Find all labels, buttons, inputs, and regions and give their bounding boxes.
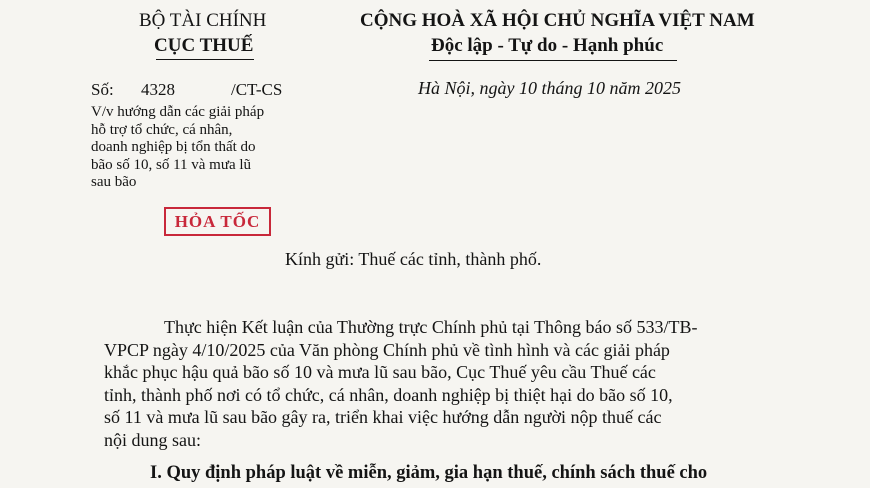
- national-motto: Độc lập - Tự do - Hạnh phúc: [431, 35, 664, 56]
- document-number-value: 4328: [141, 80, 175, 99]
- department-underline: [156, 59, 254, 60]
- subject-line: bão số 10, số 11 và mưa lũ: [91, 156, 252, 173]
- document-number-prefix: Số:: [91, 80, 114, 99]
- subject-line: V/v hướng dẫn các giải pháp: [91, 104, 265, 120]
- body-paragraph: [104, 316, 754, 451]
- document-subject: [91, 104, 306, 192]
- paragraph-line: khắc phục hậu quả bão số 10 và mưa lũ sau bão, Cục Thuế yêu cầu Thuế các: [104, 362, 656, 382]
- issue-date: Hà Nội, ngày 10 tháng 10 năm 2025: [418, 78, 681, 98]
- urgent-stamp: HỎA TỐC: [164, 207, 271, 236]
- paragraph-line: nội dung sau:: [104, 429, 201, 450]
- department-name: CỤC THUẾ: [154, 35, 254, 56]
- paragraph-line: tỉnh, thành phố nơi có tổ chức, cá nhân, doanh nghiệp bị thiệt hại do bão số 10,: [104, 384, 673, 405]
- document-number: [91, 80, 283, 100]
- recipient-line: Kính gửi: Thuế các tỉnh, thành phố.: [285, 249, 542, 269]
- paragraph-line: số 11 và mưa lũ sau bão gây ra, triển khai việc hướng dẫn người nộp thuế các: [104, 407, 662, 427]
- subject-line: sau bão: [91, 174, 137, 190]
- ministry-name: BỘ TÀI CHÍNH: [139, 10, 267, 31]
- national-title: CỘNG HOÀ XÃ HỘI CHỦ NGHĨA VIỆT NAM: [360, 10, 755, 31]
- section-heading: I. Quy định pháp luật về miễn, giảm, gia hạn thuế, chính sách thuế cho: [150, 463, 708, 483]
- paragraph-line: VPCP ngày 4/10/2025 của Văn phòng Chính phủ về tình hình và các giải pháp: [104, 339, 670, 360]
- motto-underline: [429, 60, 677, 61]
- paragraph-line: Thực hiện Kết luận của Thường trực Chính phủ tại Thông báo số 533/TB-: [164, 317, 698, 337]
- subject-line: doanh nghiệp bị tổn thất do: [91, 139, 256, 155]
- document-number-suffix: /CT-CS: [231, 80, 283, 99]
- subject-line: hỗ trợ tổ chức, cá nhân,: [91, 121, 233, 138]
